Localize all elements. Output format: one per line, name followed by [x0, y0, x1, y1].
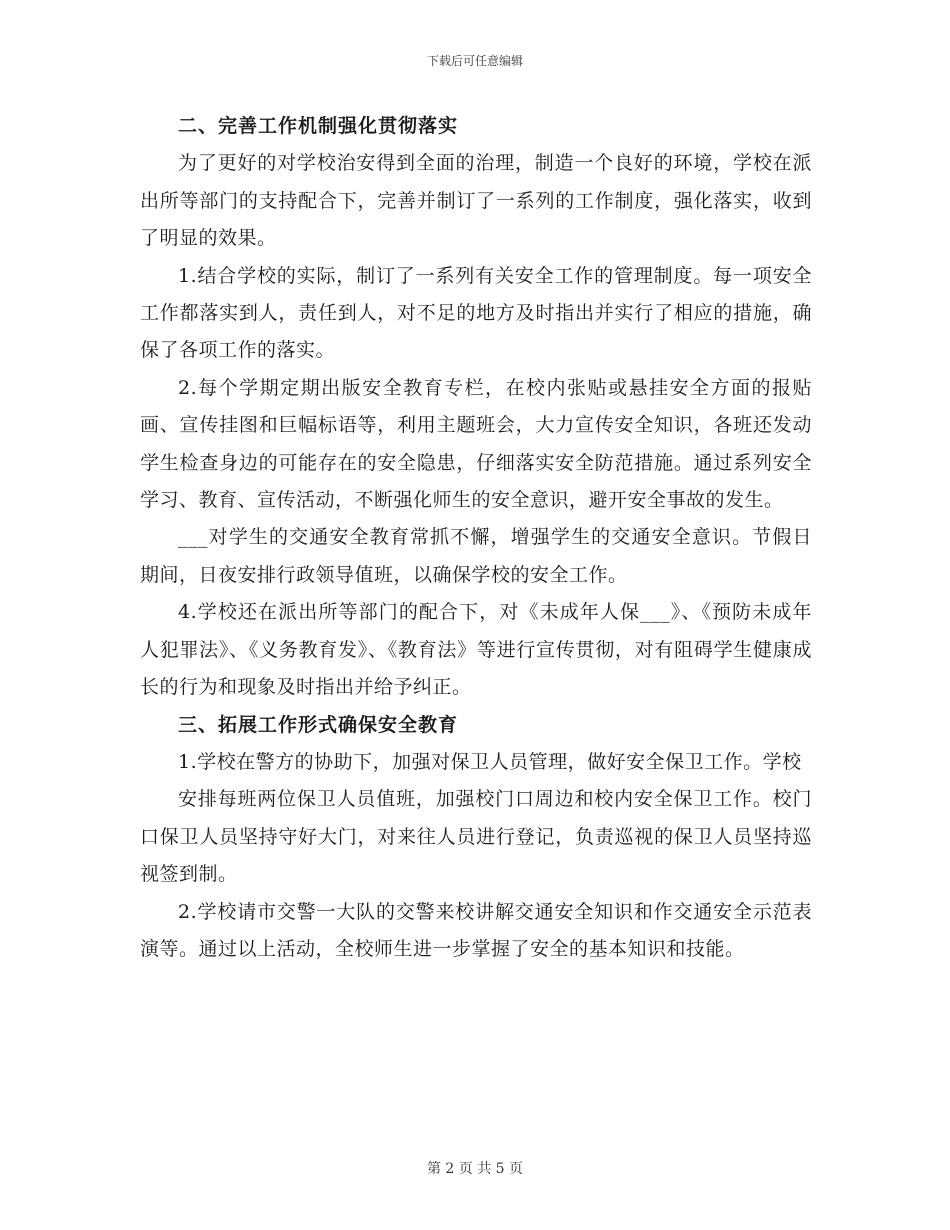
- section-heading: 三、拓展工作形式确保安全教育: [178, 713, 459, 736]
- paragraph: 2.学校请市交警一大队的交警来校讲解交通安全知识和作交通安全示范表演等。通过以上活动，全校师生进一步掌握了安全的基本知识和技能。: [140, 900, 812, 960]
- paragraph: 1.结合学校的实际，制订了一系列有关安全工作的管理制度。每一项安全工作都落实到人，责任到人，对不足的地方及时指出并实行了相应的措施，确保了各项工作的落实。: [140, 264, 812, 362]
- paragraph: 4.学校还在派出所等部门的配合下，对《未成年人保___》、《预防未成年人犯罪法》、《义务教育发》、《教育法》等进行宣传贯彻，对有阻碍学生健康成长的行为和现象及时指出并给予纠正。: [140, 601, 812, 699]
- paragraph: 1.学校在警方的协助下，加强对保卫人员管理，做好安全保卫工作。学校: [178, 750, 802, 773]
- paragraph: 2.每个学期定期出版安全教育专栏，在校内张贴或悬挂安全方面的报贴画、宣传挂图和巨幅标语等，利用主题班会，大力宣传安全知识，各班还发动学生检查身边的可能存在的安全隐患，仔细落实安全防范措施。通过系列安全学习、教育、宣传活动，不断强化师生的安全意识，避开安全事故的发生。: [140, 376, 812, 512]
- paragraph: 为了更好的对学校治安得到全面的治理，制造一个良好的环境，学校在派出所等部门的支持配合下，完善并制订了一系列的工作制度，强化落实，收到了明显的效果。: [140, 152, 812, 250]
- section-heading: 二、完善工作机制强化贯彻落实: [178, 115, 459, 137]
- page-header-note: 下载后可任意编辑: [426, 54, 523, 68]
- page-number: 第 2 页 共 5 页: [426, 1161, 524, 1177]
- paragraph: 安排每班两位保卫人员值班，加强校门口周边和校内安全保卫工作。校门口保卫人员坚持守好大门，对来往人员进行登记，负责巡视的保卫人员坚持巡视签到制。: [140, 788, 812, 886]
- paragraph: ___对学生的交通安全教育常抓不懈，增强学生的交通安全意识。节假日期间，日夜安排行政领导值班，以确保学校的安全工作。: [140, 526, 812, 586]
- document-body: [140, 108, 812, 968]
